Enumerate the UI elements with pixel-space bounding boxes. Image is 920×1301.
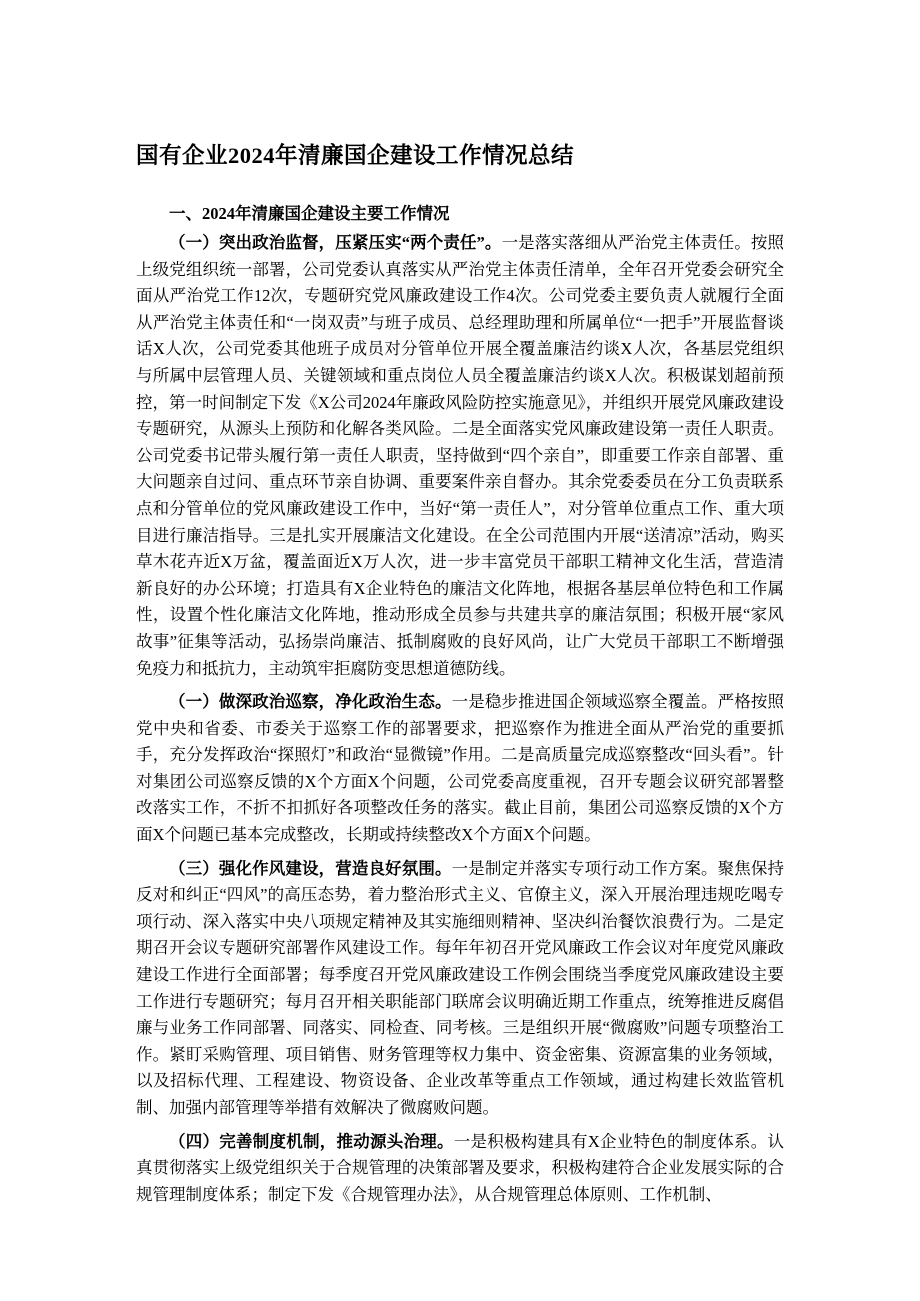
paragraph-4-lead: （四）完善制度机制，推动源头治理。 [169,1131,454,1151]
paragraph-1-body: 一是落实落细从严治党主体责任。按照上级党组织统一部署，公司党委认真落实从严治党主体责任清单，全年召开党委会研究全面从严治党工作12次，专题研究党风廉政建设工作4次。公司党委主要负责人就履行全面从严治党主体责任和“一岗双责”与班子成员、总经理助理和所属单位“一把手”开展监督谈话X人次，公司党委其他班子成员对分管单位开展全覆盖廉洁约谈X人次，各基层党组织与所属中层管理人员、关键领域和重点岗位人员全覆盖廉洁约谈X人次。积极谋划超前预控，第一时间制定下发《X公司2024年廉政风险防控实施意见》，并组织开展党风廉政建设专题研究，从源头上预防和化解各类风险。二是全面落实党风廉政建设第一责任人职责。公司党委书记带头履行第一责任人职责，坚持做到“四个亲自”，即重要工作亲自部署、重大问题亲自过问、重点环节亲自协调、重要案件亲自督办。其余党委委员在分工负责联系点和分管单位的党风廉政建设工作中，当好“第一责任人”，对分管单位重点工作、重大项目进行廉洁指导。三是扎实开展廉洁文化建设。在全公司范围内开展“送清凉”活动，购买草木花卉近X万盆，覆盖面近X万人次，进一步丰富党员干部职工精神文化生活，营造清新良好的办公环境；打造具有X企业特色的廉洁文化阵地，根据各基层单位特色和工作属性，设置个性化廉洁文化阵地，推动形成全员参与共建共享的廉洁氛围；积极开展“家风故事”征集等活动，弘扬崇尚廉洁、抵制腐败的良好风尚，让广大党员干部职工不断增强免疫力和抵抗力，主动筑牢拒腐防变思想道德防线。 [136,233,785,678]
paragraph-4-body: 一是积极构建具有X企业特色的制度体系。认真贯彻落实上级党组织关于合规管理的决策部署及要求，积极构建符合企业发展实际的合规管理制度体系；制定下发《合规管理办法》，从合规管理总体原则、工作机制、 [136,1131,785,1204]
paragraph-1-lead: （一）突出政治监督，压紧压实“两个责任”。 [169,233,502,252]
paragraph-3 [136,856,784,1122]
paragraph-3-lead: （三）强化作风建设，营造良好氛围。 [169,858,452,878]
paragraph-2 [136,689,784,849]
paragraph-4 [136,1129,784,1209]
paragraph-1 [136,230,784,682]
paragraph-3-body: 一是制定并落实专项行动工作方案。聚焦保持反对和纠正“四风”的高压态势，着力整治形式主义、官僚主义，深入开展治理违规吃喝专项行动、深入落实中央八项规定精神及其实施细则精神、坚决纠治餐饮浪费行为。二是定期召开会议专题研究部署作风建设工作。每年年初召开党风廉政工作会议对年度党风廉政建设工作进行全面部署；每季度召开党风廉政建设工作例会围绕当季度党风廉政建设主要工作进行专题研究；每月召开相关职能部门联席会议明确近期工作重点，统筹推进反腐倡廉与业务工作同部署、同落实、同检查、同考核。三是组织开展“微腐败”问题专项整治工作。紧盯采购管理、项目销售、财务管理等权力集中、资金密集、资源富集的业务领域，以及招标代理、工程建设、物资设备、企业改革等重点工作领域，通过构建长效监管机制、加强内部管理等举措有效解决了微腐败问题。 [136,858,784,1117]
paragraph-2-body: 一是稳步推进国企领域巡察全覆盖。严格按照党中央和省委、市委关于巡察工作的部署要求，把巡察作为推进全面从严治党的重要抓手，充分发挥政治“探照灯”和政治“显微镜”作用。二是高质量完成巡察整改“回头看”。针对集团公司巡察反馈的X个方面X个问题，公司党委高度重视，召开专题会议研究部署整改落实工作，不折不扣抓好各项整改任务的落实。截止目前，集团公司巡察反馈的X个方面X个问题已基本完成整改，长期或持续整改X个方面X个问题。 [136,692,784,845]
document-title: 国有企业2024年清廉国企建设工作情况总结 [136,143,575,168]
section-heading: 一、2024年清廉国企建设主要工作情况 [169,204,450,223]
paragraph-2-lead: （一）做深政治巡察，净化政治生态。 [169,692,452,712]
